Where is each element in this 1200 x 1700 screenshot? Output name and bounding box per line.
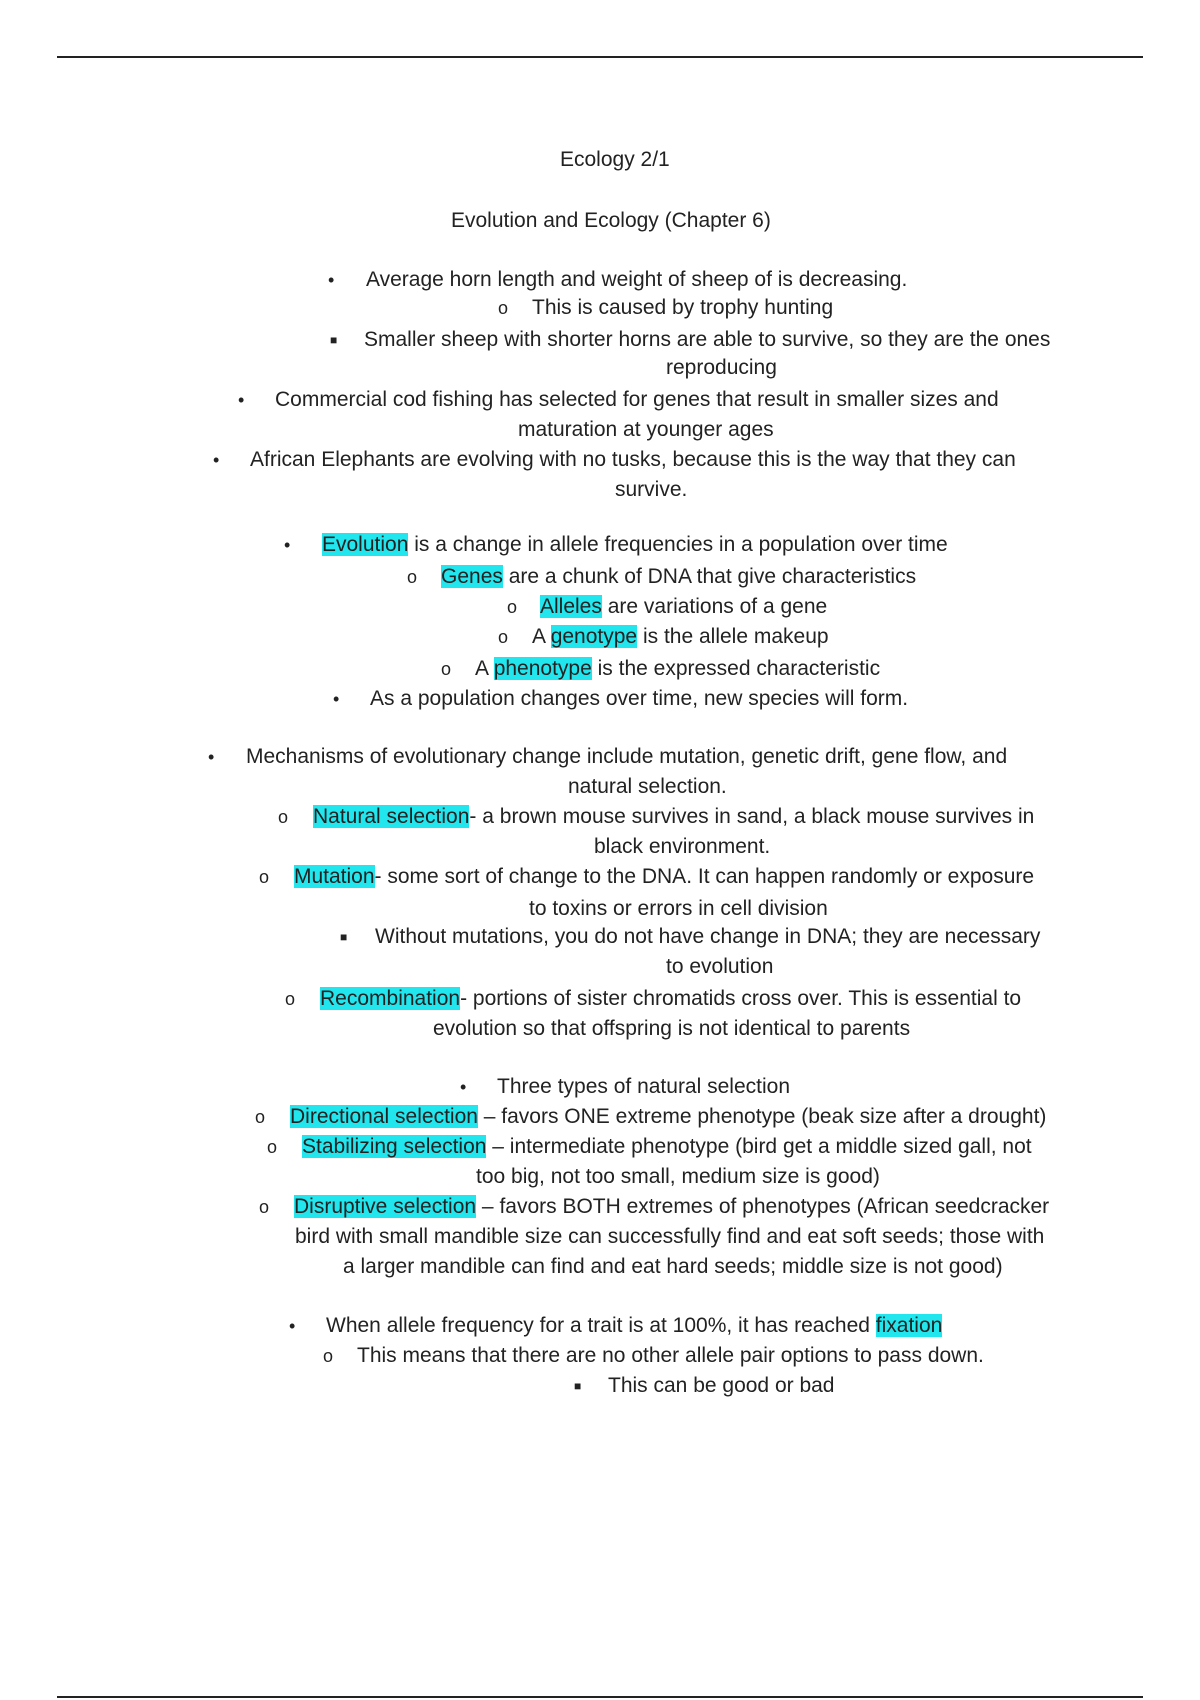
highlighted-term: fixation	[875, 1314, 943, 1337]
disc-bullet-icon: •	[333, 689, 340, 709]
highlighted-term: Alleles	[540, 595, 602, 618]
list-item-text	[370, 684, 908, 714]
disc-bullet-icon: •	[460, 1077, 467, 1097]
list-item-text	[294, 1192, 1049, 1222]
text-run: - a brown mouse survives in sand, a black mouse survives in	[469, 805, 1035, 828]
list-item-text	[475, 654, 880, 684]
disc-bullet-icon: •	[328, 270, 335, 290]
text-run: Mechanisms of evolutionary change include mutation, genetic drift, gene flow, and	[246, 745, 1008, 768]
text-run: - some sort of change to the DNA. It can happen randomly or exposure	[374, 865, 1035, 888]
text-run: are variations of a gene	[601, 595, 828, 618]
text-run: This means that there are no other allele pair options to pass down.	[357, 1344, 984, 1367]
list-item-text	[313, 802, 1034, 832]
text-run: black environment.	[594, 835, 771, 858]
list-item-text	[594, 832, 770, 862]
text-run: – favors BOTH extremes of phenotypes (African seedcracker	[476, 1195, 1050, 1218]
list-item-text	[433, 1014, 910, 1044]
list-item-text	[366, 265, 907, 295]
list-item-text	[532, 622, 829, 652]
list-item-text	[320, 984, 1021, 1014]
circle-bullet-icon: o	[259, 867, 270, 887]
square-bullet-icon: ■	[330, 333, 338, 347]
list-item-text	[275, 385, 999, 415]
disc-bullet-icon: •	[284, 535, 291, 555]
circle-bullet-icon: o	[498, 298, 509, 318]
text-run: bird with small mandible size can successfully find and eat soft seeds; those with	[295, 1225, 1045, 1248]
text-run: A	[532, 625, 551, 648]
circle-bullet-icon: o	[441, 659, 452, 679]
circle-bullet-icon: o	[498, 627, 509, 647]
text-run: to toxins or errors in cell division	[529, 897, 828, 920]
text-run: reproducing	[666, 356, 777, 379]
circle-bullet-icon: o	[255, 1107, 266, 1127]
highlighted-term: genotype	[550, 625, 638, 648]
text-run: too big, not too small, medium size is good)	[476, 1165, 880, 1188]
text-run: survive.	[615, 478, 688, 501]
list-item-text	[246, 742, 1007, 772]
highlighted-term: Genes	[441, 565, 503, 588]
list-item-text	[608, 1371, 835, 1401]
list-item-text	[568, 772, 727, 802]
list-item-text	[518, 415, 774, 445]
list-item-text	[302, 1132, 1032, 1162]
text-run: A	[475, 657, 494, 680]
list-item-text	[294, 862, 1034, 892]
list-item-text	[357, 1341, 984, 1371]
highlighted-term: Disruptive selection	[294, 1195, 477, 1218]
text-run: are a chunk of DNA that give characteristics	[502, 565, 917, 588]
disc-bullet-icon: •	[289, 1316, 296, 1336]
text-run: This can be good or bad	[608, 1374, 835, 1397]
square-bullet-icon: ■	[574, 1379, 582, 1393]
highlighted-term: Mutation	[294, 865, 375, 888]
disc-bullet-icon: •	[208, 747, 215, 767]
text-run: Average horn length and weight of sheep of is decreasing.	[366, 268, 908, 291]
bottom-rule	[57, 1696, 1143, 1698]
list-item-text	[295, 1222, 1044, 1252]
list-item-text	[529, 894, 828, 924]
highlighted-term: Evolution	[322, 533, 409, 556]
text-run: is the allele makeup	[637, 625, 829, 648]
circle-bullet-icon: o	[285, 989, 296, 1009]
text-run: natural selection.	[568, 775, 727, 798]
list-item-text	[343, 1252, 1003, 1282]
list-item-text	[615, 475, 687, 505]
text-run: This is caused by trophy hunting	[532, 296, 834, 319]
disc-bullet-icon: •	[213, 450, 220, 470]
top-rule	[57, 56, 1143, 58]
text-run: Without mutations, you do not have change in DNA; they are necessary	[375, 925, 1041, 948]
list-item-text	[666, 353, 777, 383]
text-run: to evolution	[666, 955, 774, 978]
square-bullet-icon: ■	[340, 930, 348, 944]
text-run: – intermediate phenotype (bird get a middle sized gall, not	[486, 1135, 1032, 1158]
circle-bullet-icon: o	[407, 567, 418, 587]
list-item-text	[290, 1102, 1046, 1132]
text-run: Three types of natural selection	[497, 1075, 790, 1098]
text-run: Commercial cod fishing has selected for genes that result in smaller sizes and	[275, 388, 999, 411]
list-item-text	[441, 562, 916, 592]
circle-bullet-icon: o	[323, 1346, 334, 1366]
list-item-text	[375, 922, 1040, 952]
text-run: a larger mandible can find and eat hard seeds; middle size is not good)	[343, 1255, 1003, 1278]
circle-bullet-icon: o	[267, 1137, 278, 1157]
list-item-text	[326, 1311, 942, 1341]
list-item-text	[497, 1072, 790, 1102]
list-item-text	[540, 592, 827, 622]
list-item-text	[250, 445, 1016, 475]
text-run: African Elephants are evolving with no tusks, because this is the way that they can	[250, 448, 1016, 471]
list-item-text	[322, 530, 948, 560]
highlighted-term: Stabilizing selection	[302, 1135, 487, 1158]
highlighted-term: Directional selection	[290, 1105, 478, 1128]
text-run: maturation at younger ages	[518, 418, 774, 441]
disc-bullet-icon: •	[238, 390, 245, 410]
highlighted-term: Natural selection	[313, 805, 470, 828]
list-item-text	[532, 293, 833, 323]
circle-bullet-icon: o	[278, 807, 289, 827]
text-run: Smaller sheep with shorter horns are able to survive, so they are the ones	[364, 328, 1051, 351]
list-item-text	[364, 325, 1050, 355]
circle-bullet-icon: o	[259, 1197, 270, 1217]
list-item-text	[476, 1162, 880, 1192]
text-run: is a change in allele frequencies in a population over time	[408, 533, 948, 556]
list-item-text	[666, 952, 773, 982]
text-run: evolution so that offspring is not identical to parents	[433, 1017, 911, 1040]
text-run: is the expressed characteristic	[591, 657, 881, 680]
circle-bullet-icon: o	[507, 597, 518, 617]
text-run: When allele frequency for a trait is at 100%, it has reached	[326, 1314, 876, 1337]
text-run: - portions of sister chromatids cross over. This is essential to	[460, 987, 1022, 1010]
highlighted-term: phenotype	[493, 657, 592, 680]
highlighted-term: Recombination	[320, 987, 461, 1010]
text-run: As a population changes over time, new species will form.	[370, 687, 909, 710]
text-run: – favors ONE extreme phenotype (beak size after a drought)	[477, 1105, 1047, 1128]
